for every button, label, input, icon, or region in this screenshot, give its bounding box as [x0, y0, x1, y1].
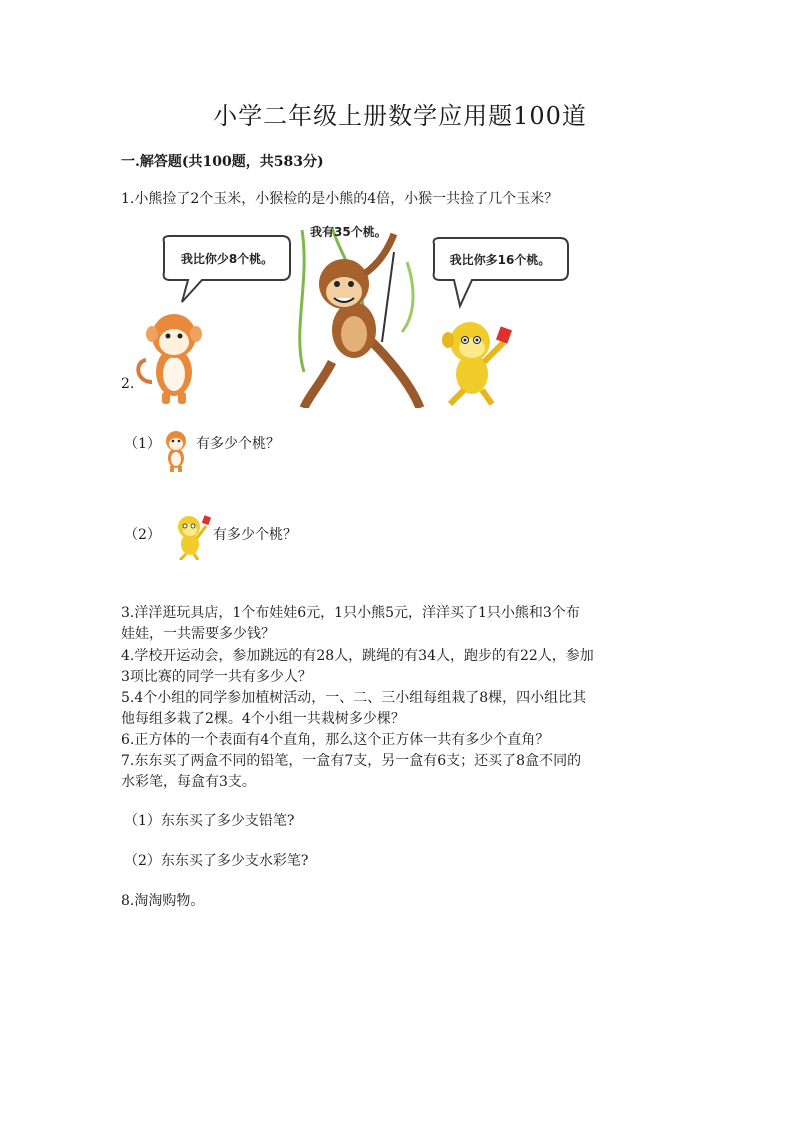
section-heading: 一.解答题(共100题，共583分): [121, 154, 324, 170]
speech-bubble-right: [434, 238, 568, 306]
speech-bubble-left: [164, 236, 290, 302]
question-7-sub1: （1）东东买了多少支铅笔?: [124, 813, 295, 829]
question-2-number: 2.: [121, 376, 135, 392]
monkey-left-small-icon: [162, 428, 190, 472]
question-5-line2: 他每组多栽了2棵。4个小组一共栽树多少棵？: [121, 711, 405, 727]
monkey-middle-icon: [304, 234, 420, 408]
question-3-line2: 娃娃，一共需要多少钱？: [121, 626, 275, 642]
q2-sub2-number: （2）: [124, 527, 161, 543]
question-4-line2: 3项比赛的同学一共有多少人？: [121, 669, 312, 685]
q2-sub1-text: 有多少个桃？: [196, 436, 280, 452]
monkey-right-small-icon: [172, 510, 214, 560]
question-7-line2: 水彩笔，每盒有3支。: [121, 774, 256, 790]
question-5-line1: 5.4个小组的同学参加植树活动，一、二、三小组每组栽了8棵，四小组比其: [121, 690, 587, 706]
q2-sub1-number: （1）: [124, 436, 161, 452]
monkey-right-icon: [442, 322, 512, 404]
monkeys-illustration: [132, 222, 572, 408]
page-title: 小学二年级上册数学应用题100道: [213, 102, 587, 130]
question-7-line1: 7.东东买了两盒不同的铅笔，一盒有7支，另一盒有6支；还买了8盒不同的: [121, 753, 582, 769]
bubble-right-text: 我比你多16个桃。: [449, 253, 551, 267]
question-6: 6.正方体的一个表面有4个直角，那么这个正方体一共有多少个直角？: [121, 732, 550, 748]
bubble-middle-text: 我有35个桃。: [310, 225, 387, 239]
question-4-line1: 4.学校开运动会，参加跳远的有28人，跳绳的有34人，跑步的有22人，参加: [121, 648, 594, 664]
question-8: 8.淘淘购物。: [121, 893, 205, 909]
question-7-sub2: （2）东东买了多少支水彩笔?: [124, 853, 309, 869]
monkey-left-icon: [138, 314, 202, 404]
question-1: 1.小熊捡了2个玉米，小猴检的是小熊的4倍，小猴一共捡了几个玉米？: [121, 191, 559, 207]
bubble-left-text: 我比你少8个桃。: [180, 252, 274, 266]
question-3-line1: 3.洋洋逛玩具店，1个布娃娃6元，1只小熊5元，洋洋买了1只小熊和3个布: [121, 605, 580, 621]
q2-sub2-text: 有多少个桃？: [213, 527, 297, 543]
